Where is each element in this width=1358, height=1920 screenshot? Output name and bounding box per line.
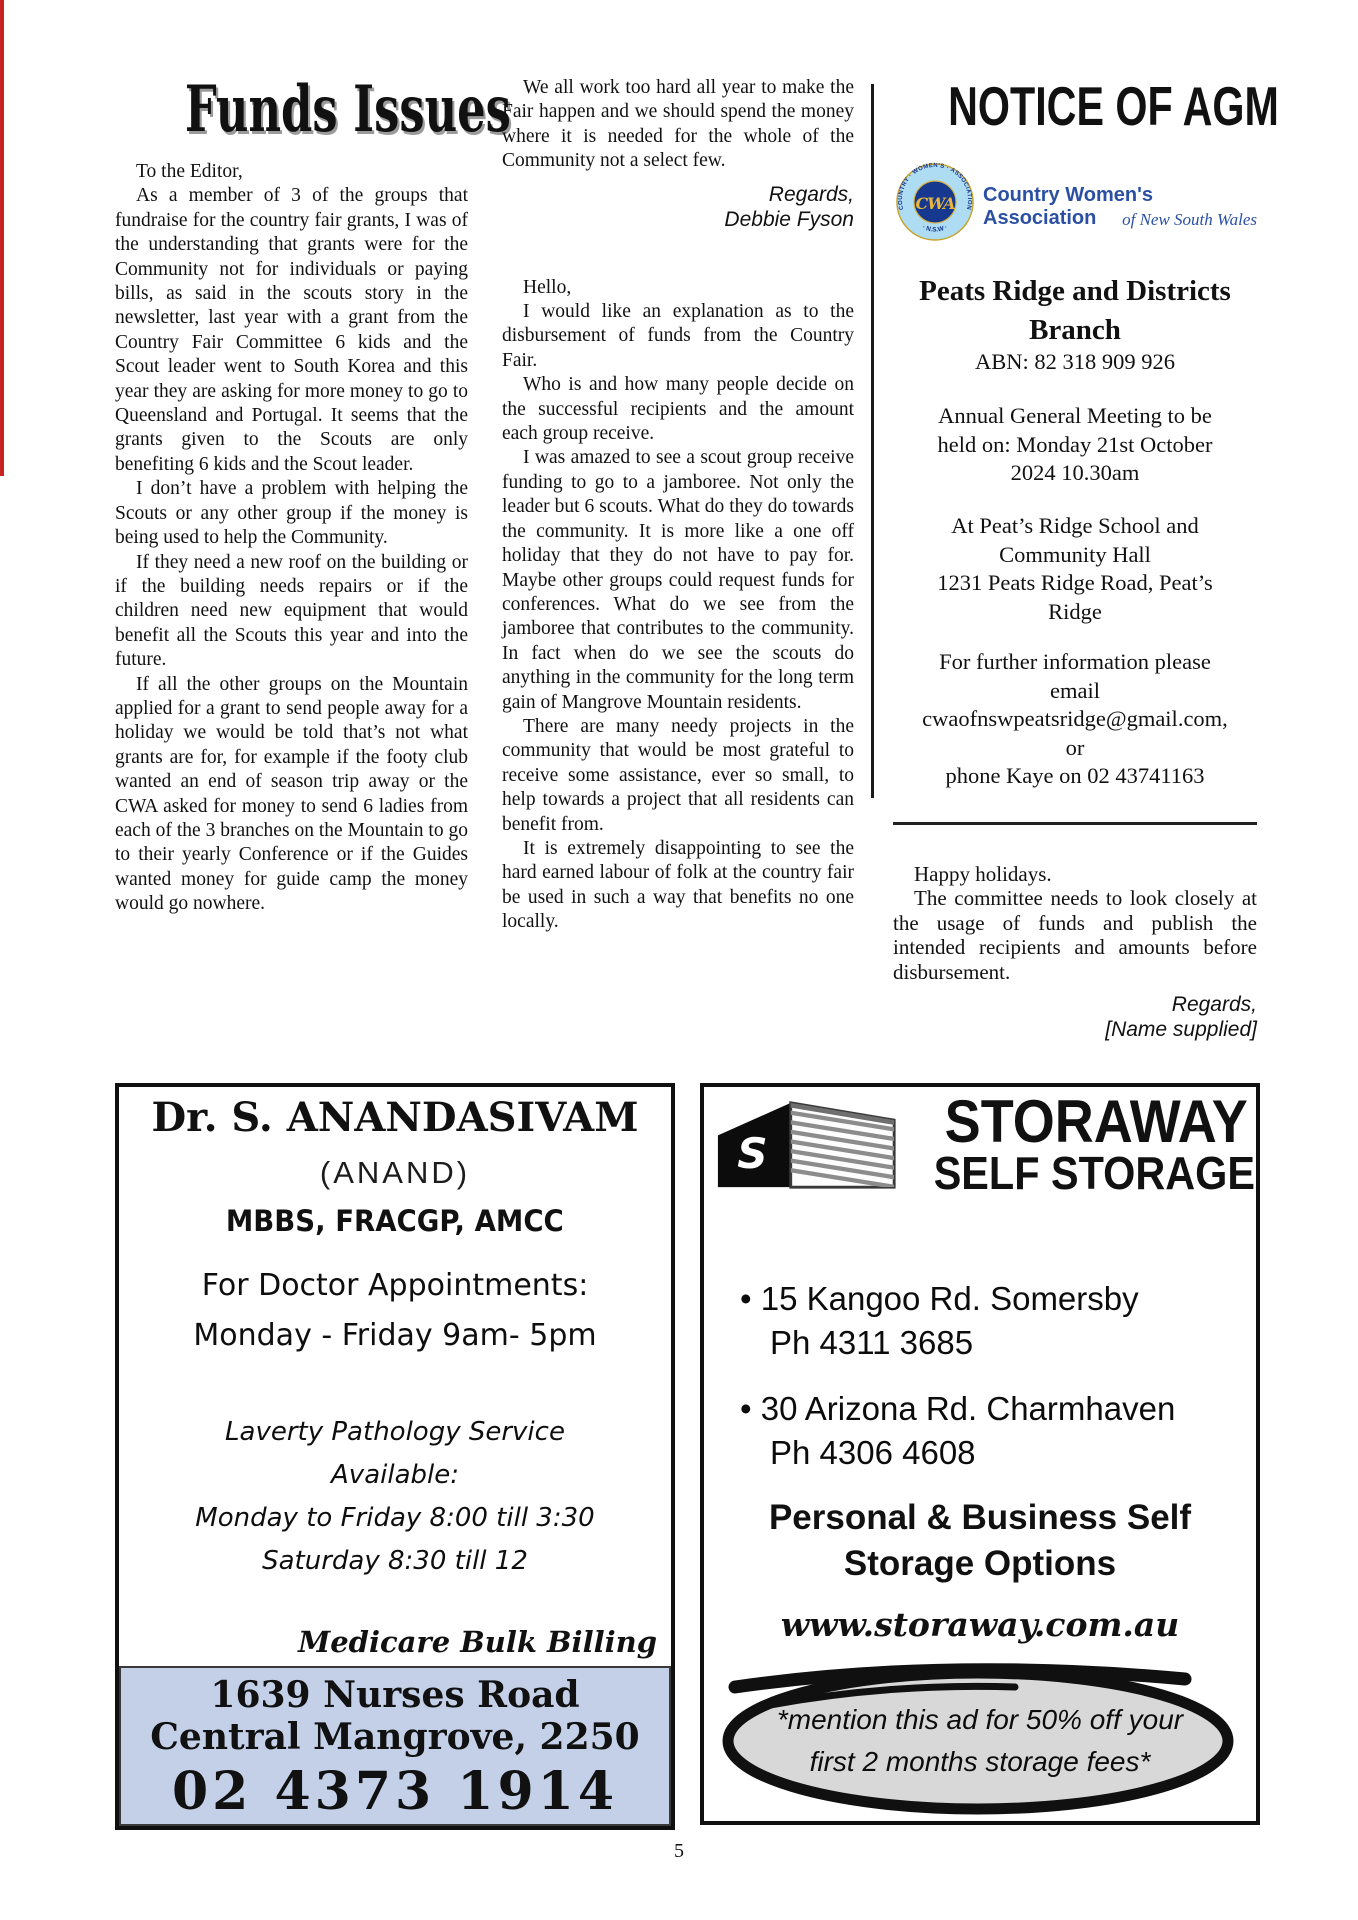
letter-paragraph: As a member of 3 of the groups that fundraise for the country fair grants, I was of the understanding that grants were for the Community not for individuals or paying bills, as said in the scouts story in the newsletter, last year with a grant from the Country Fair Committee 6 kids and the Scout leader went to South Korea and this year they are asking for more money to go to Queensland and Portugal. It seems that the grants given to the Scouts are only benefiting 6 kids and the Scout leader.: [115, 185, 468, 475]
bullet-icon: •: [740, 1390, 752, 1427]
letter-paragraph: It is extremely disappointing to see the hard earned labour of folk at the country fair be used in such a way that benefits no one locally.: [502, 837, 854, 933]
letter-paragraph: The committee needs to look closely at the usage of funds and publish the intended recipients and amounts before disbursement.: [893, 886, 1257, 984]
page-number: 5: [674, 1840, 684, 1862]
storage-unit-icon: [716, 1097, 898, 1193]
letter-paragraph: I would like an explanation as to the disbursement of funds from the Country Fair.: [502, 301, 854, 371]
storaway-location-2: • 30 Arizona Rd. Charmhaven Ph 4306 4608: [740, 1387, 1175, 1475]
agm-email: cwaofnswpeatsridge@gmail.com,: [922, 706, 1228, 731]
bullet-icon: •: [740, 1280, 752, 1317]
agm-letter: [893, 862, 1257, 1042]
cwa-ring-text: COUNTRY · WOMEN'S · ASSOCIATION: [897, 162, 973, 211]
storaway-brand-line1: STORAWAY: [944, 1088, 1248, 1155]
storaway-brand: [898, 1088, 1255, 1199]
storaway-ad: [700, 1083, 1260, 1825]
cwa-org-name: Country Women's Association: [983, 184, 1153, 229]
medicare-bulk-billing: Medicare Bulk Billing: [298, 1625, 657, 1659]
doctor-qualifications: MBBS, FRACGP, AMCC: [226, 1204, 564, 1238]
letter-paragraph: To the Editor,: [136, 161, 243, 182]
agm-phone: phone Kaye on 02 43741163: [945, 763, 1205, 788]
doctor-appointments-hours: Monday - Friday 9am- 5pm: [193, 1318, 597, 1353]
doctor-appointments-heading: For Doctor Appointments:: [201, 1268, 589, 1303]
cwa-monogram: CWA: [915, 194, 955, 213]
letter-paragraph: I was amazed to see a scout group receive funding to go to a jamboree. Not only the leader but 6 scouts. What do they do towards the community. It is more like a one off holiday that they do not have to pay for. Maybe other groups could request funds for conferences. What do we see from the jamboree that contributes to the community. In fact when do we see the scouts do anything in the community for the long term gain of Mangrove Mountain residents.: [502, 447, 854, 713]
signature-name: Debbie Fyson: [724, 207, 854, 231]
doctor-name: Dr. S. ANANDASIVAM: [151, 1094, 639, 1141]
storaway-brand-line2: SELF STORAGE: [933, 1147, 1255, 1199]
pathology-service-details: Laverty Pathology Service Available: Monday to Friday 8:00 till 3:30 Saturday 8:30 till 12: [195, 1417, 595, 1576]
letter-signature: [502, 182, 854, 232]
cwa-badge-icon: [895, 162, 975, 242]
storaway-locations: [740, 1277, 1175, 1497]
article-title-text: Funds Issues: [184, 72, 511, 147]
doctor-ad: [115, 1083, 675, 1830]
doctor-address-line2: Central Mangrove, 2250: [150, 1716, 640, 1758]
storaway-phone-2: Ph 4306 4608: [770, 1434, 976, 1471]
signature-regards: Regards,: [768, 182, 854, 206]
letter-paragraph: I don’t have a problem with helping the Scouts or any other group if the money is being used to help the Community.: [115, 478, 468, 549]
agm-abn: ABN: 82 318 909 926: [974, 349, 1175, 374]
storaway-promo-text: *mention this ad for 50% off your first 2 months storage fees*: [776, 1704, 1184, 1777]
letter-paragraph: If all the other groups on the Mountain applied for a grant to send people away for a holiday we would be told that’s not what grants are for, for example if the footy club wanted an end of season trip away or the CWA asked for money to send 6 ladies from each of the 3 branches on the Mountain to go to their yearly Conference or if the Guides wanted money for guide camp the money would go nowhere.: [115, 673, 468, 915]
signature-regards: Regards,: [1171, 993, 1257, 1017]
cwa-nsw-text: · N.S.W ·: [921, 223, 949, 234]
agm-branch: Peats Ridge and Districts Branch: [919, 275, 1231, 346]
letter-column-1: [115, 160, 468, 917]
letter-paragraph: Happy holidays.: [914, 862, 1052, 886]
article-title: [115, 72, 511, 147]
storaway-location-1: • 15 Kangoo Rd. Somersby Ph 4311 3685: [740, 1277, 1175, 1365]
agm-contact: For further information please email cwaofnswpeatsridge@gmail.com, or phone Kaye on 02 43741163: [893, 648, 1257, 791]
doctor-phone: 02 4373 1914: [171, 1761, 619, 1822]
letter-paragraph: There are many needy projects in the community that would be most grateful to receive some assistance, ever so small, to help towards a project that all residents can benefit from.: [502, 715, 854, 835]
letter-paragraph: If they need a new roof on the building or if the building needs repairs or if the children need new equipment that would benefit all the Scouts this year and into the future.: [115, 551, 468, 671]
agm-meeting-details: Annual General Meeting to be held on: Monday 21st October 2024 10.30am: [937, 403, 1213, 485]
doctor-alias: (ANAND): [319, 1155, 471, 1190]
letter-signature: [893, 992, 1257, 1042]
agm-title: NOTICE OF AGM: [948, 75, 1279, 137]
doctor-address-band: [119, 1666, 671, 1826]
storaway-website: www.storaway.com.au: [780, 1605, 1180, 1644]
section-divider: [893, 822, 1257, 825]
letter-paragraph: Who is and how many people decide on the successful recipients and the amount each group receive.: [502, 374, 854, 445]
storaway-phone-1: Ph 4311 3685: [770, 1324, 974, 1361]
scan-artifact-stripe: [0, 0, 4, 476]
cwa-logo: [893, 162, 1257, 262]
letter-column-2: [502, 76, 854, 935]
doctor-address-line1: 1639 Nurses Road: [210, 1674, 580, 1716]
letter-paragraph: We all work too hard all year to make the Fair happen and we should spend the money where it is needed for the whole of the Community not a select few.: [502, 77, 854, 172]
storaway-tagline: Personal & Business Self Storage Options: [768, 1498, 1192, 1583]
letter-paragraph: Hello,: [523, 276, 572, 298]
signature-name: [Name supplied]: [1105, 1018, 1257, 1042]
agm-venue: At Peat’s Ridge School and Community Hall 1231 Peats Ridge Road, Peat’s Ridge: [937, 513, 1213, 624]
storaway-logo-letter: S: [737, 1128, 768, 1178]
column-divider: [871, 84, 874, 798]
cwa-org-subtitle: of New South Wales: [1122, 210, 1257, 229]
